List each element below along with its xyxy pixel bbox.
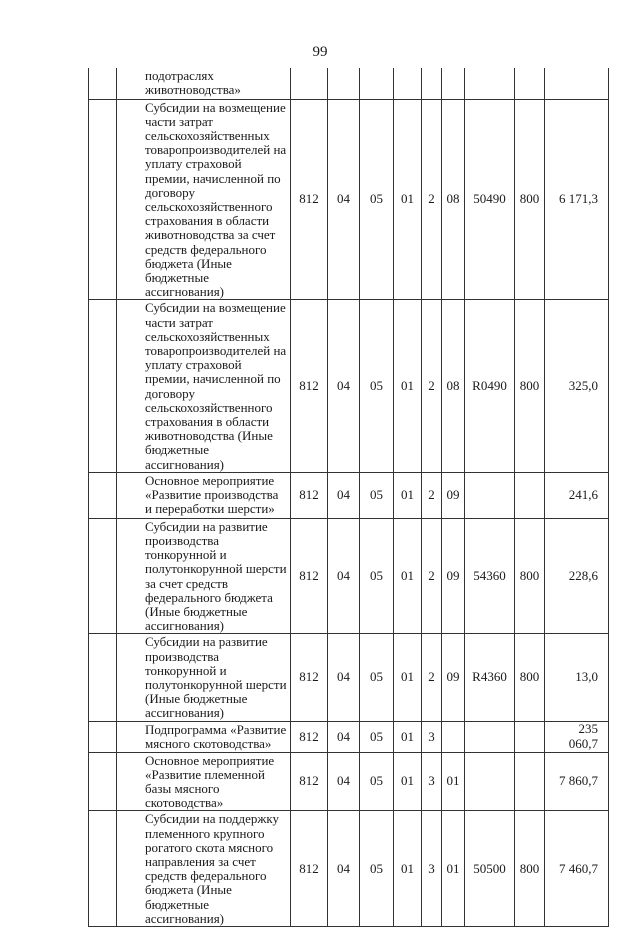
program-cell — [394, 68, 422, 99]
grbs-cell: 812 — [291, 634, 328, 721]
program-cell: 01 — [394, 634, 422, 721]
expense-type-cell: 800 — [515, 300, 545, 472]
event-cell — [442, 721, 465, 752]
subprogram-cell — [422, 68, 442, 99]
table-row — [89, 811, 609, 927]
section-cell: 04 — [328, 518, 360, 634]
event-cell: 08 — [442, 99, 465, 300]
table-row — [89, 99, 609, 300]
section-cell: 04 — [328, 300, 360, 472]
subsection-cell: 05 — [360, 300, 394, 472]
program-cell: 01 — [394, 811, 422, 927]
grbs-cell — [291, 68, 328, 99]
grbs-cell: 812 — [291, 518, 328, 634]
section-cell: 04 — [328, 472, 360, 518]
event-cell: 09 — [442, 634, 465, 721]
direction-cell: 50500 — [465, 811, 515, 927]
row-gutter-cell — [89, 811, 117, 927]
item-name-cell: Основное мероприятие «Развитие производства и переработки шерсти» — [117, 472, 291, 518]
grbs-cell: 812 — [291, 721, 328, 752]
direction-cell — [465, 472, 515, 518]
amount-cell: 13,0 — [545, 634, 609, 721]
event-cell — [442, 68, 465, 99]
event-cell: 09 — [442, 472, 465, 518]
subprogram-cell: 3 — [422, 721, 442, 752]
row-gutter-cell — [89, 472, 117, 518]
table-row — [89, 300, 609, 472]
subsection-cell: 05 — [360, 472, 394, 518]
subprogram-cell: 2 — [422, 300, 442, 472]
item-name-cell: Подпрограмма «Развитие мясного скотоводства» — [117, 721, 291, 752]
amount-cell: 7 860,7 — [545, 752, 609, 811]
item-name-cell: Субсидии на возмещение части затрат сельскохозяйственных товаропроизводителей на уплату страховой премии, начисленной по договору сельскохозяйственного страхования в области животноводства (Иные бюджетные ассигнования) — [117, 300, 291, 472]
item-name-cell: подотраслях животноводства» — [117, 68, 291, 99]
program-cell: 01 — [394, 721, 422, 752]
direction-cell: R0490 — [465, 300, 515, 472]
table-row — [89, 752, 609, 811]
expense-type-cell — [515, 68, 545, 99]
item-name-cell: Субсидии на развитие производства тонкорунной и полутонкорунной шерсти за счет средств федерального бюджета (Иные бюджетные ассигнования) — [117, 518, 291, 634]
direction-cell — [465, 721, 515, 752]
grbs-cell: 812 — [291, 811, 328, 927]
item-name-cell: Субсидии на развитие производства тонкорунной и полутонкорунной шерсти (Иные бюджетные ассигнования) — [117, 634, 291, 721]
section-cell: 04 — [328, 752, 360, 811]
grbs-cell: 812 — [291, 99, 328, 300]
row-gutter-cell — [89, 300, 117, 472]
subsection-cell: 05 — [360, 721, 394, 752]
section-cell: 04 — [328, 634, 360, 721]
event-cell: 09 — [442, 518, 465, 634]
table-row — [89, 518, 609, 634]
grbs-cell: 812 — [291, 752, 328, 811]
subsection-cell: 05 — [360, 811, 394, 927]
subprogram-cell: 2 — [422, 99, 442, 300]
direction-cell: 50490 — [465, 99, 515, 300]
row-gutter-cell — [89, 99, 117, 300]
budget-table — [88, 68, 609, 927]
section-cell: 04 — [328, 99, 360, 300]
row-gutter-cell — [89, 634, 117, 721]
section-cell — [328, 68, 360, 99]
amount-cell: 7 460,7 — [545, 811, 609, 927]
expense-type-cell: 800 — [515, 811, 545, 927]
event-cell: 08 — [442, 300, 465, 472]
amount-cell: 235 060,7 — [545, 721, 609, 752]
direction-cell — [465, 68, 515, 99]
expense-type-cell: 800 — [515, 99, 545, 300]
expense-type-cell — [515, 472, 545, 518]
subprogram-cell: 3 — [422, 752, 442, 811]
expense-type-cell — [515, 752, 545, 811]
grbs-cell: 812 — [291, 300, 328, 472]
amount-cell: 325,0 — [545, 300, 609, 472]
section-cell: 04 — [328, 811, 360, 927]
table-row — [89, 634, 609, 721]
subprogram-cell: 2 — [422, 472, 442, 518]
subsection-cell: 05 — [360, 99, 394, 300]
subsection-cell: 05 — [360, 634, 394, 721]
item-name-cell: Субсидии на возмещение части затрат сельскохозяйственных товаропроизводителей на уплату страховой премии, начисленной по договору сельскохозяйственного страхования в области животноводства за счет средств федерального бюджета (Иные бюджетные ассигнования) — [117, 99, 291, 300]
direction-cell: 54360 — [465, 518, 515, 634]
amount-cell — [545, 68, 609, 99]
grbs-cell: 812 — [291, 472, 328, 518]
program-cell: 01 — [394, 300, 422, 472]
subprogram-cell: 2 — [422, 634, 442, 721]
subsection-cell: 05 — [360, 752, 394, 811]
amount-cell: 241,6 — [545, 472, 609, 518]
direction-cell: R4360 — [465, 634, 515, 721]
page-number: 99 — [312, 44, 328, 60]
program-cell: 01 — [394, 99, 422, 300]
expense-type-cell — [515, 721, 545, 752]
subsection-cell: 05 — [360, 518, 394, 634]
subprogram-cell: 2 — [422, 518, 442, 634]
row-gutter-cell — [89, 518, 117, 634]
subprogram-cell: 3 — [422, 811, 442, 927]
item-name-cell: Субсидии на поддержку племенного крупного рогатого скота мясного направления за счет средств федерального бюджета (Иные бюджетные ассигнования) — [117, 811, 291, 927]
amount-cell: 228,6 — [545, 518, 609, 634]
row-gutter-cell — [89, 721, 117, 752]
table-row — [89, 721, 609, 752]
direction-cell — [465, 752, 515, 811]
item-name-cell: Основное мероприятие «Развитие племенной базы мясного скотоводства» — [117, 752, 291, 811]
section-cell: 04 — [328, 721, 360, 752]
event-cell: 01 — [442, 811, 465, 927]
row-gutter-cell — [89, 752, 117, 811]
program-cell: 01 — [394, 472, 422, 518]
program-cell: 01 — [394, 518, 422, 634]
expense-type-cell: 800 — [515, 518, 545, 634]
amount-cell: 6 171,3 — [545, 99, 609, 300]
program-cell: 01 — [394, 752, 422, 811]
table-row — [89, 472, 609, 518]
expense-type-cell: 800 — [515, 634, 545, 721]
table-row — [89, 68, 609, 99]
row-gutter-cell — [89, 68, 117, 99]
subsection-cell — [360, 68, 394, 99]
event-cell: 01 — [442, 752, 465, 811]
